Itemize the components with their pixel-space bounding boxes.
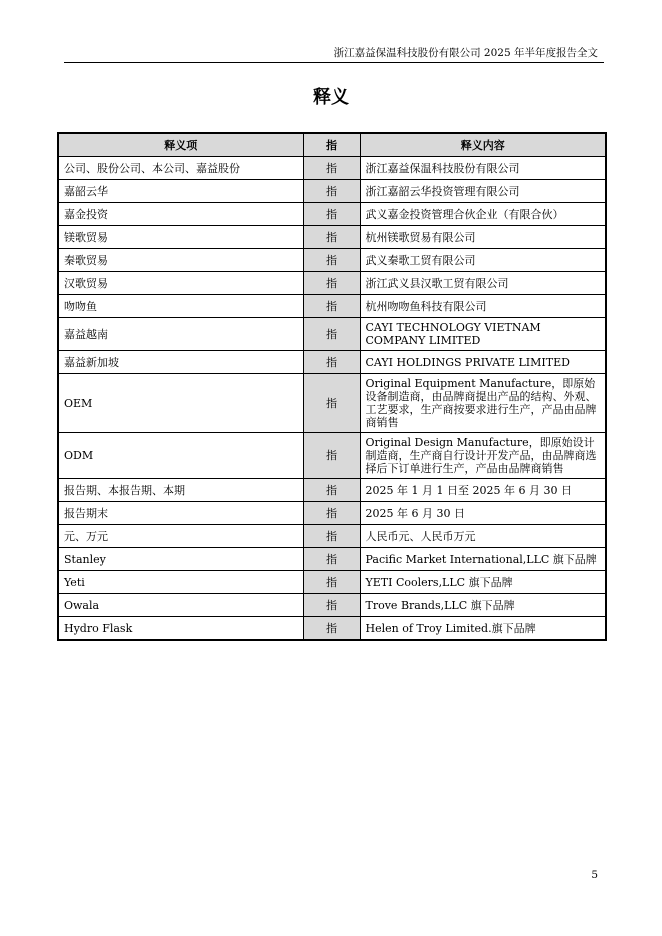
table-row	[58, 374, 606, 433]
table-row	[58, 249, 606, 272]
table-row	[58, 617, 606, 641]
definition-cell: 武义嘉金投资管理合伙企业（有限合伙）	[360, 203, 606, 226]
definition-cell: Original Equipment Manufacture，即原始设备制造商，由品牌商提出产品的结构、外观、工艺要求，生产商按要求进行生产，产品由品牌商销售	[360, 374, 606, 433]
definitions-table	[57, 132, 607, 641]
table-row	[58, 351, 606, 374]
indicator-cell: 指	[303, 479, 360, 502]
term-cell: 汉歌贸易	[58, 272, 303, 295]
table-row	[58, 594, 606, 617]
indicator-cell: 指	[303, 525, 360, 548]
header-rule	[64, 62, 604, 63]
indicator-cell: 指	[303, 249, 360, 272]
header-indicator: 指	[303, 133, 360, 157]
definition-cell: YETI Coolers,LLC 旗下品牌	[360, 571, 606, 594]
indicator-cell: 指	[303, 272, 360, 295]
table-row	[58, 180, 606, 203]
definition-cell: Trove Brands,LLC 旗下品牌	[360, 594, 606, 617]
indicator-cell: 指	[303, 571, 360, 594]
definition-cell: 杭州镁歌贸易有限公司	[360, 226, 606, 249]
header-definition: 释义内容	[360, 133, 606, 157]
term-cell: 元、万元	[58, 525, 303, 548]
term-cell: 嘉韶云华	[58, 180, 303, 203]
definition-cell: Pacific Market International,LLC 旗下品牌	[360, 548, 606, 571]
table-row	[58, 203, 606, 226]
indicator-cell: 指	[303, 226, 360, 249]
table-row	[58, 318, 606, 351]
term-cell: 嘉益新加坡	[58, 351, 303, 374]
table-row	[58, 502, 606, 525]
definition-cell: 武义秦歌工贸有限公司	[360, 249, 606, 272]
term-cell: 镁歌贸易	[58, 226, 303, 249]
indicator-cell: 指	[303, 203, 360, 226]
table-row	[58, 548, 606, 571]
definition-cell: 人民币元、人民币万元	[360, 525, 606, 548]
definition-cell: CAYI TECHNOLOGY VIETNAM COMPANY LIMITED	[360, 318, 606, 351]
table-row	[58, 433, 606, 479]
table-row	[58, 295, 606, 318]
definition-cell: 浙江嘉韶云华投资管理有限公司	[360, 180, 606, 203]
table-row	[58, 525, 606, 548]
term-cell: Owala	[58, 594, 303, 617]
page-number: 5	[591, 869, 598, 881]
table-row	[58, 571, 606, 594]
term-cell: Hydro Flask	[58, 617, 303, 641]
definition-cell: Original Design Manufacture，即原始设计制造商，生产商自行设计开发产品，由品牌商选择后下订单进行生产，产品由品牌商销售	[360, 433, 606, 479]
table-row	[58, 272, 606, 295]
definition-cell: 杭州吻吻鱼科技有限公司	[360, 295, 606, 318]
indicator-cell: 指	[303, 502, 360, 525]
term-cell: Yeti	[58, 571, 303, 594]
page-title: 释义	[313, 87, 349, 108]
indicator-cell: 指	[303, 594, 360, 617]
table-header-row	[58, 133, 606, 157]
indicator-cell: 指	[303, 157, 360, 180]
table-row	[58, 157, 606, 180]
term-cell: Stanley	[58, 548, 303, 571]
indicator-cell: 指	[303, 548, 360, 571]
definition-cell: CAYI HOLDINGS PRIVATE LIMITED	[360, 351, 606, 374]
header-term: 释义项	[58, 133, 303, 157]
definition-cell: 浙江嘉益保温科技股份有限公司	[360, 157, 606, 180]
definition-cell: 2025 年 1 月 1 日至 2025 年 6 月 30 日	[360, 479, 606, 502]
report-header-title: 浙江嘉益保温科技股份有限公司 2025 年半年度报告全文	[333, 47, 598, 59]
table-row	[58, 479, 606, 502]
term-cell: 报告期末	[58, 502, 303, 525]
indicator-cell: 指	[303, 351, 360, 374]
definition-cell: 浙江武义县汉歌工贸有限公司	[360, 272, 606, 295]
term-cell: ODM	[58, 433, 303, 479]
term-cell: 嘉金投资	[58, 203, 303, 226]
indicator-cell: 指	[303, 318, 360, 351]
term-cell: 公司、股份公司、本公司、嘉益股份	[58, 157, 303, 180]
term-cell: 嘉益越南	[58, 318, 303, 351]
table-row	[58, 226, 606, 249]
term-cell: OEM	[58, 374, 303, 433]
indicator-cell: 指	[303, 374, 360, 433]
indicator-cell: 指	[303, 433, 360, 479]
term-cell: 报告期、本报告期、本期	[58, 479, 303, 502]
definition-cell: 2025 年 6 月 30 日	[360, 502, 606, 525]
indicator-cell: 指	[303, 180, 360, 203]
indicator-cell: 指	[303, 295, 360, 318]
term-cell: 吻吻鱼	[58, 295, 303, 318]
indicator-cell: 指	[303, 617, 360, 641]
definition-cell: Helen of Troy Limited.旗下品牌	[360, 617, 606, 641]
term-cell: 秦歌贸易	[58, 249, 303, 272]
